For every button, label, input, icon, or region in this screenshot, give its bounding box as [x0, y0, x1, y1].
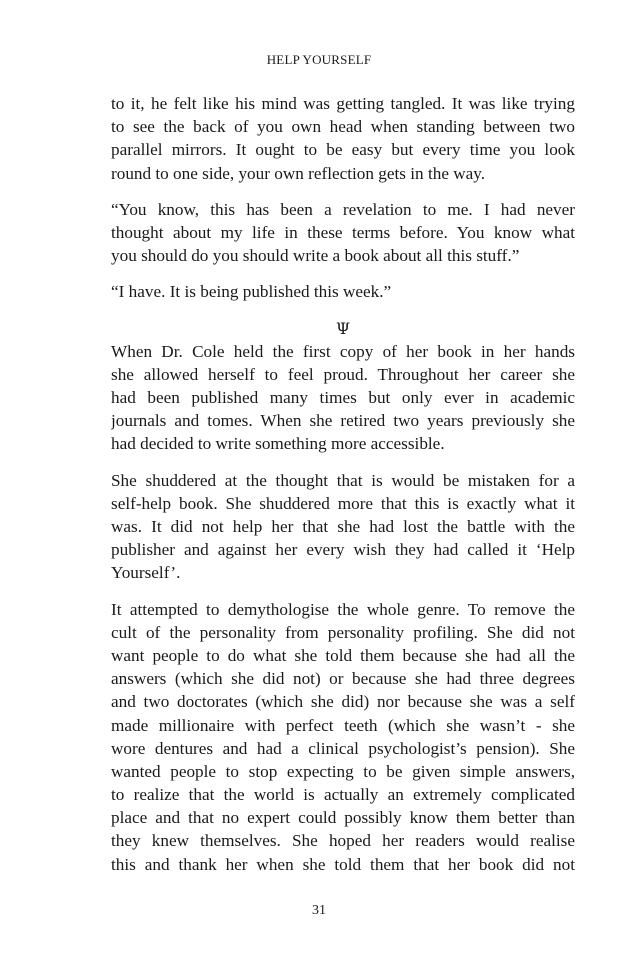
paragraph-gap — [111, 267, 575, 280]
text-line: had decided to write something more accessible. — [111, 434, 445, 454]
text-line: to it, he felt like his mind was getting tangled. It was like trying — [111, 94, 575, 113]
text-line: It attempted to demythologise the whole genre. To remove the — [111, 599, 575, 619]
paragraph-gap — [111, 185, 575, 198]
text-line: Yourself’. — [111, 563, 181, 583]
text-line: she allowed herself to feel proud. Throughout her career she — [111, 364, 575, 384]
text-line: answers (which she did not) or because she had three degrees — [111, 669, 575, 689]
text-line: was. It did not help her that she had lost the battle with the — [111, 517, 575, 536]
text-line: self-help book. She shuddered more that this is exactly what it — [111, 493, 575, 513]
text-line: thought about my life in these terms before. You know what — [111, 222, 575, 242]
text-line: and two doctorates (which she did) nor because she was a self — [111, 692, 575, 712]
text-line: round to one side, your own reflection gets in the way. — [111, 163, 486, 183]
body-text — [111, 92, 575, 876]
text-line: When Dr. Cole held the first copy of her book in her hands — [111, 341, 575, 361]
paragraph-gap — [111, 585, 575, 598]
section-separator: Ψ — [335, 318, 351, 338]
page-number: 31 — [312, 903, 326, 918]
text-line: She shuddered at the thought that is would be mistaken for a — [111, 470, 575, 490]
text-line: made millionaire with perfect teeth (which she wasn’t - she — [111, 715, 575, 735]
text-line: this and thank her when she told them that her book did not — [111, 854, 575, 874]
text-line: you should do you should write a book about all this stuff.” — [111, 246, 520, 266]
running-head: HELP YOURSELF — [266, 52, 372, 67]
text-line: cult of the personality from personality profiling. She did not — [111, 622, 575, 642]
paragraph-gap — [111, 304, 575, 317]
text-line: want people to do what she told them because she had all the — [111, 645, 575, 665]
text-line: wanted people to stop expecting to be given simple answers, — [111, 761, 575, 781]
text-line: parallel mirrors. It ought to be easy but every time you look — [111, 140, 575, 160]
text-line: publisher and against her every wish they had called it ‘Help — [111, 540, 575, 560]
paragraph-gap — [111, 456, 575, 469]
text-line: to see the back of you own head when standing between two — [111, 117, 575, 137]
text-line: journals and tomes. When she retired two years previously she — [111, 411, 575, 431]
text-line: place and that no expert could possibly know them better than — [111, 808, 575, 828]
text-line: wore dentures and had a clinical psychologist’s pension). She — [111, 738, 575, 758]
text-line: they knew themselves. She hoped her readers would realise — [111, 831, 575, 851]
text-line: had been published many times but only ever in academic — [111, 388, 575, 408]
text-line: “I have. It is being published this week.” — [111, 282, 392, 302]
text-line: to realize that the world is actually an extremely complicated — [111, 785, 575, 805]
text-line: “You know, this has been a revelation to me. I had never — [111, 199, 575, 219]
